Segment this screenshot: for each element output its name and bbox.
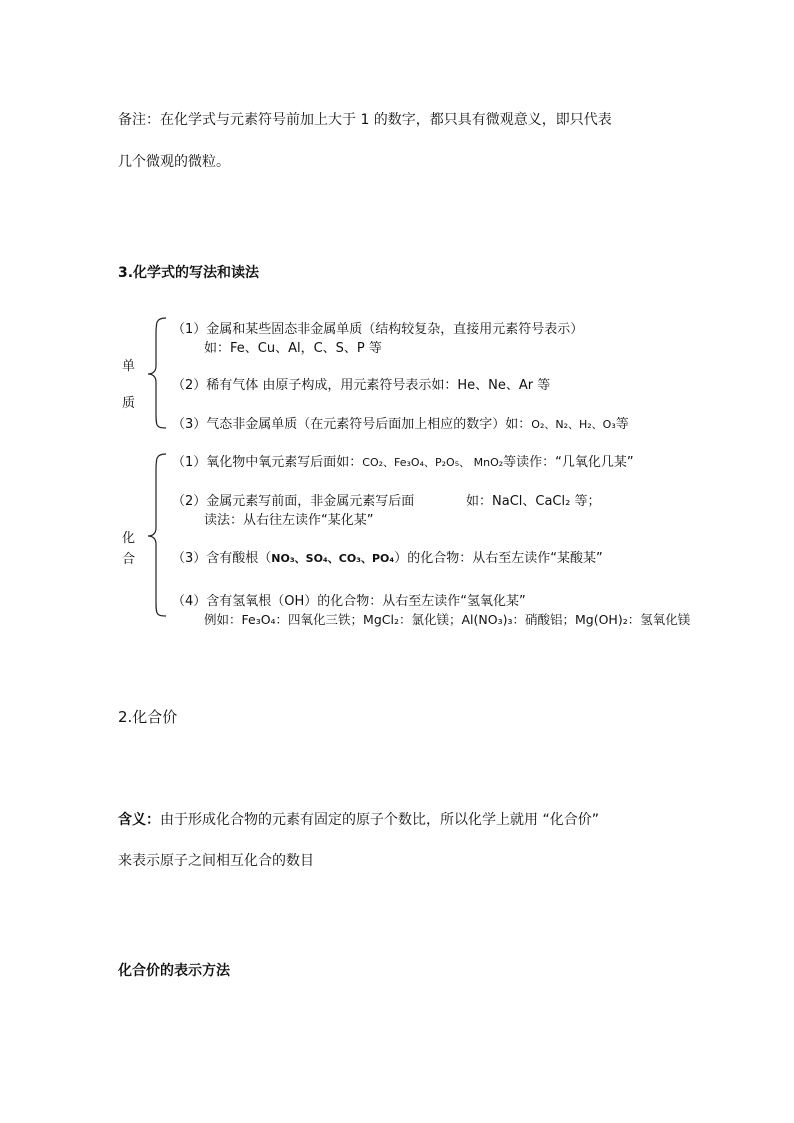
- meaning-text-1: 由于形成化合物的元素有固定的原子个数比，所以化学上就用 “化合价”: [160, 812, 599, 828]
- label-compound-1: 化: [122, 531, 136, 546]
- compound-item-4: （4）含有氢氧根（OH）的化合物：从右至左读作“氢氧化某”: [172, 594, 526, 609]
- compound-item-2: （2）金属元素写前面，非金属元素写后面: [172, 494, 415, 509]
- meaning-line-1: [118, 809, 599, 829]
- compound-item-2-example: 如：NaCl、CaCl₂ 等；: [466, 494, 601, 509]
- label-elemental-1: 单: [122, 359, 136, 374]
- compound-item-3-formulas: NO₃、SO₄、CO₃、PO₄: [271, 552, 395, 565]
- compound-item-2-reading: 读法：从右往左读作“某化某”: [204, 513, 374, 528]
- section-title-valence: 2.化合价: [118, 708, 178, 726]
- brace-elemental: [146, 316, 170, 430]
- meaning-label: 含义：: [118, 812, 160, 828]
- compound-item-1-prefix: （1）氧化物中氧元素写后面如：: [172, 455, 363, 470]
- note-line-1: 备注：在化学式与元素符号前加上大于 1 的数字，都只具有微观意义，即只代表: [118, 112, 612, 128]
- compound-item-1-formulas: CO₂、Fe₃O₄、P₂O₅、 MnO₂: [362, 456, 504, 469]
- label-compound-2: 合: [122, 552, 136, 567]
- elemental-item-3-suffix: 等: [615, 417, 629, 432]
- compound-item-3: [172, 547, 603, 566]
- brace-compound: [146, 452, 170, 618]
- elemental-item-3: [172, 413, 629, 432]
- compound-item-3-prefix: （3）含有酸根（: [172, 551, 272, 566]
- section-title-valence-representation: 化合价的表示方法: [118, 963, 230, 979]
- meaning-line-2: 来表示原子之间相互化合的数目: [118, 853, 314, 869]
- note-line-2: 几个微观的微粒。: [118, 154, 230, 170]
- compound-item-4-example: 例如：Fe₃O₄：四氧化三铁；MgCl₂：氯化镁；Al(NO₃)₃：硝酸铝；Mg(OH)₂：氢氧化镁: [204, 612, 691, 627]
- elemental-item-3-prefix: （3）气态非金属单质（在元素符号后面加上相应的数字）如：: [172, 417, 532, 432]
- compound-item-1: [172, 451, 634, 470]
- compound-item-1-suffix: 等读作：“几氧化几某”: [503, 455, 634, 470]
- compound-item-3-suffix: ）的化合物：从右至左读作“某酸某”: [394, 551, 603, 566]
- elemental-item-1-example: 如：Fe、Cu、Al，C、S、P 等: [204, 341, 382, 356]
- label-elemental-2: 质: [122, 396, 136, 411]
- elemental-item-3-formula: O₂、N₂、H₂、O₃: [531, 418, 616, 431]
- section-title-formula-writing: 3.化学式的写法和读法: [118, 265, 260, 281]
- elemental-item-2: （2）稀有气体 由原子构成，用元素符号表示如：He、Ne、Ar 等: [172, 378, 551, 393]
- elemental-item-1: （1）金属和某些固态非金属单质（结构较复杂，直接用元素符号表示）: [172, 322, 584, 337]
